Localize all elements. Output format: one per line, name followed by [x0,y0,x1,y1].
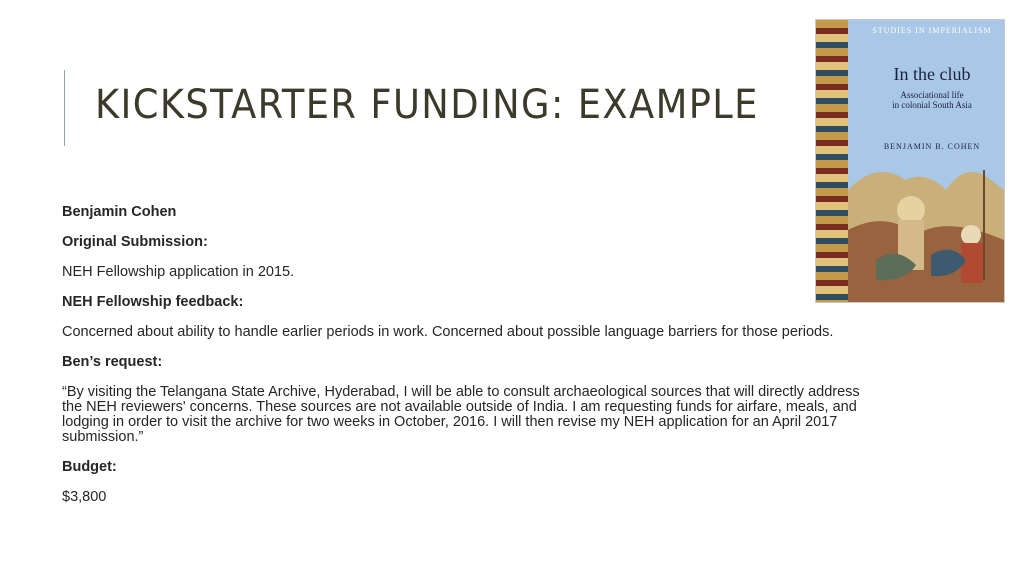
book-subtitle [866,90,998,110]
book-illustration [816,20,1004,302]
book-subtitle-line2: in colonial South Asia [892,100,972,110]
book-subtitle-line1: Associational life [900,90,964,100]
budget-value: $3,800 [62,489,107,505]
original-submission-text: NEH Fellowship application in 2015. [62,264,295,280]
request-text: “By visiting the Telangana State Archive, Hyderabad, I will be able to consult archaeological sources that will directly address the NEH reviewers' concerns. These sources are not available outside of India. I am requesting funds for airfare, meals, and lodging in order to visit the archive for two weeks in October, 2016. I will then revise my NEH application for an April 2017 submission.” [62,384,860,445]
budget-heading: Budget: [62,459,117,475]
slide-body [62,205,862,520]
feedback-text: Concerned about ability to handle earlier periods in work. Concerned about possible language barriers for those periods. [62,324,834,340]
book-series: STUDIES IN IMPERIALISM [872,26,992,35]
slide-title: KICKSTARTER FUNDING: EXAMPLE [95,82,759,128]
book-title: In the club [893,64,971,84]
request-heading: Ben’s request: [62,354,163,370]
feedback-heading: NEH Fellowship feedback: [62,294,244,310]
book-author: BENJAMIN B. COHEN [883,142,981,151]
original-submission-heading: Original Submission: [62,234,208,250]
title-accent-bar [64,70,65,146]
author-name: Benjamin Cohen [62,204,177,220]
book-cover-image [816,20,1004,302]
